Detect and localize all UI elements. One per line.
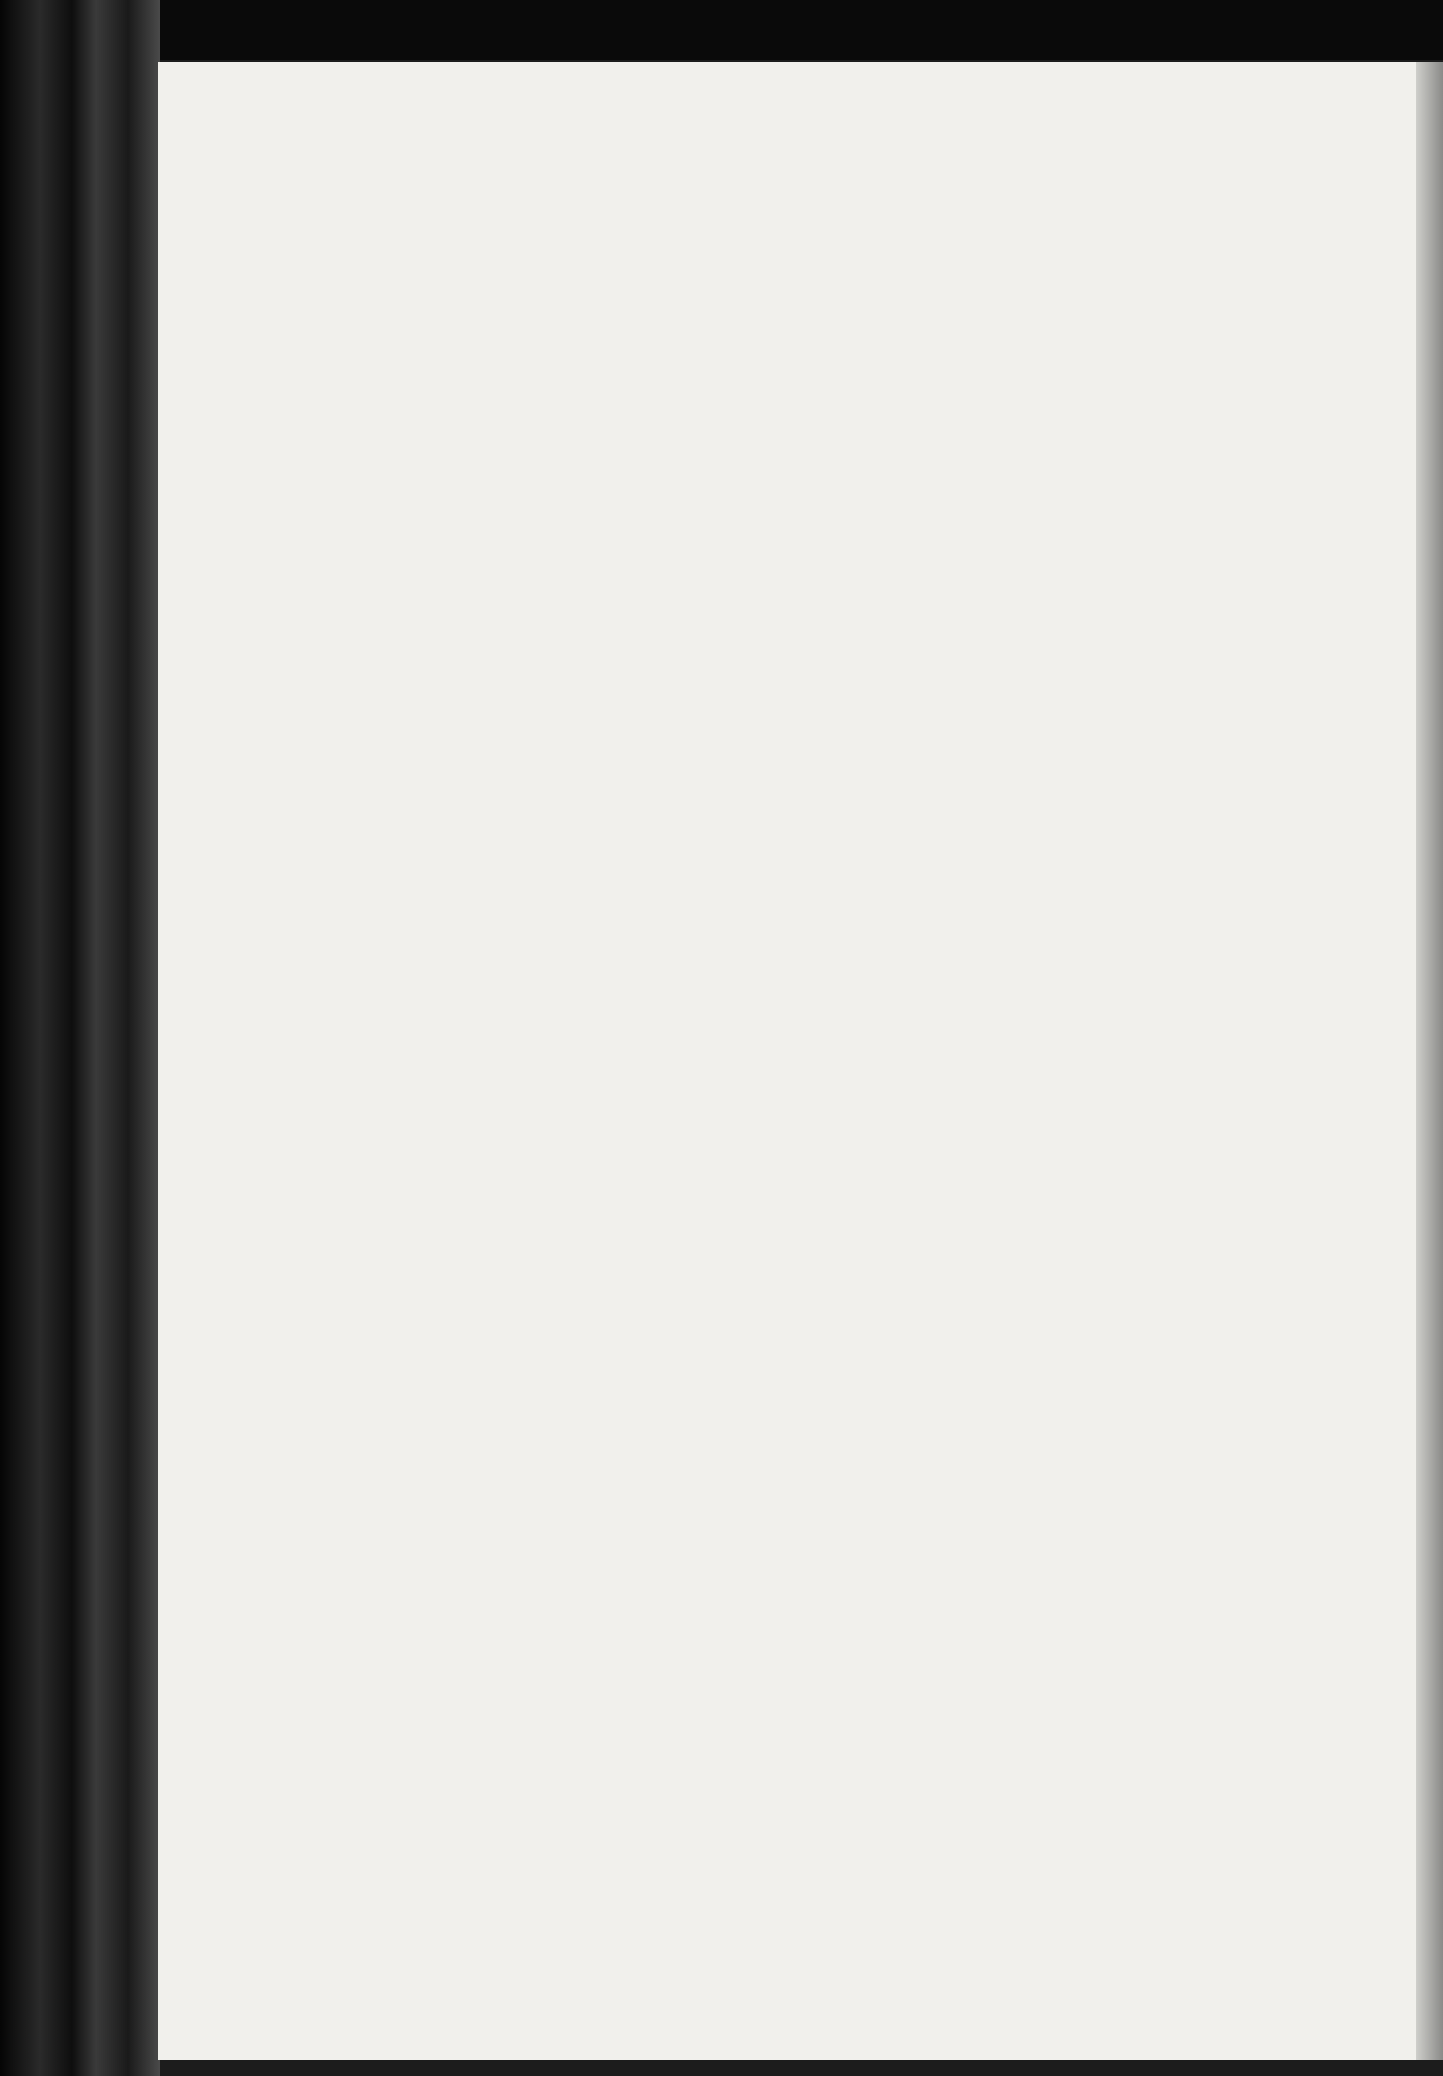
book-spine bbox=[0, 0, 160, 2076]
scan-top-border bbox=[0, 0, 1443, 60]
document-page bbox=[158, 62, 1416, 2060]
page-edge bbox=[1416, 62, 1443, 2060]
